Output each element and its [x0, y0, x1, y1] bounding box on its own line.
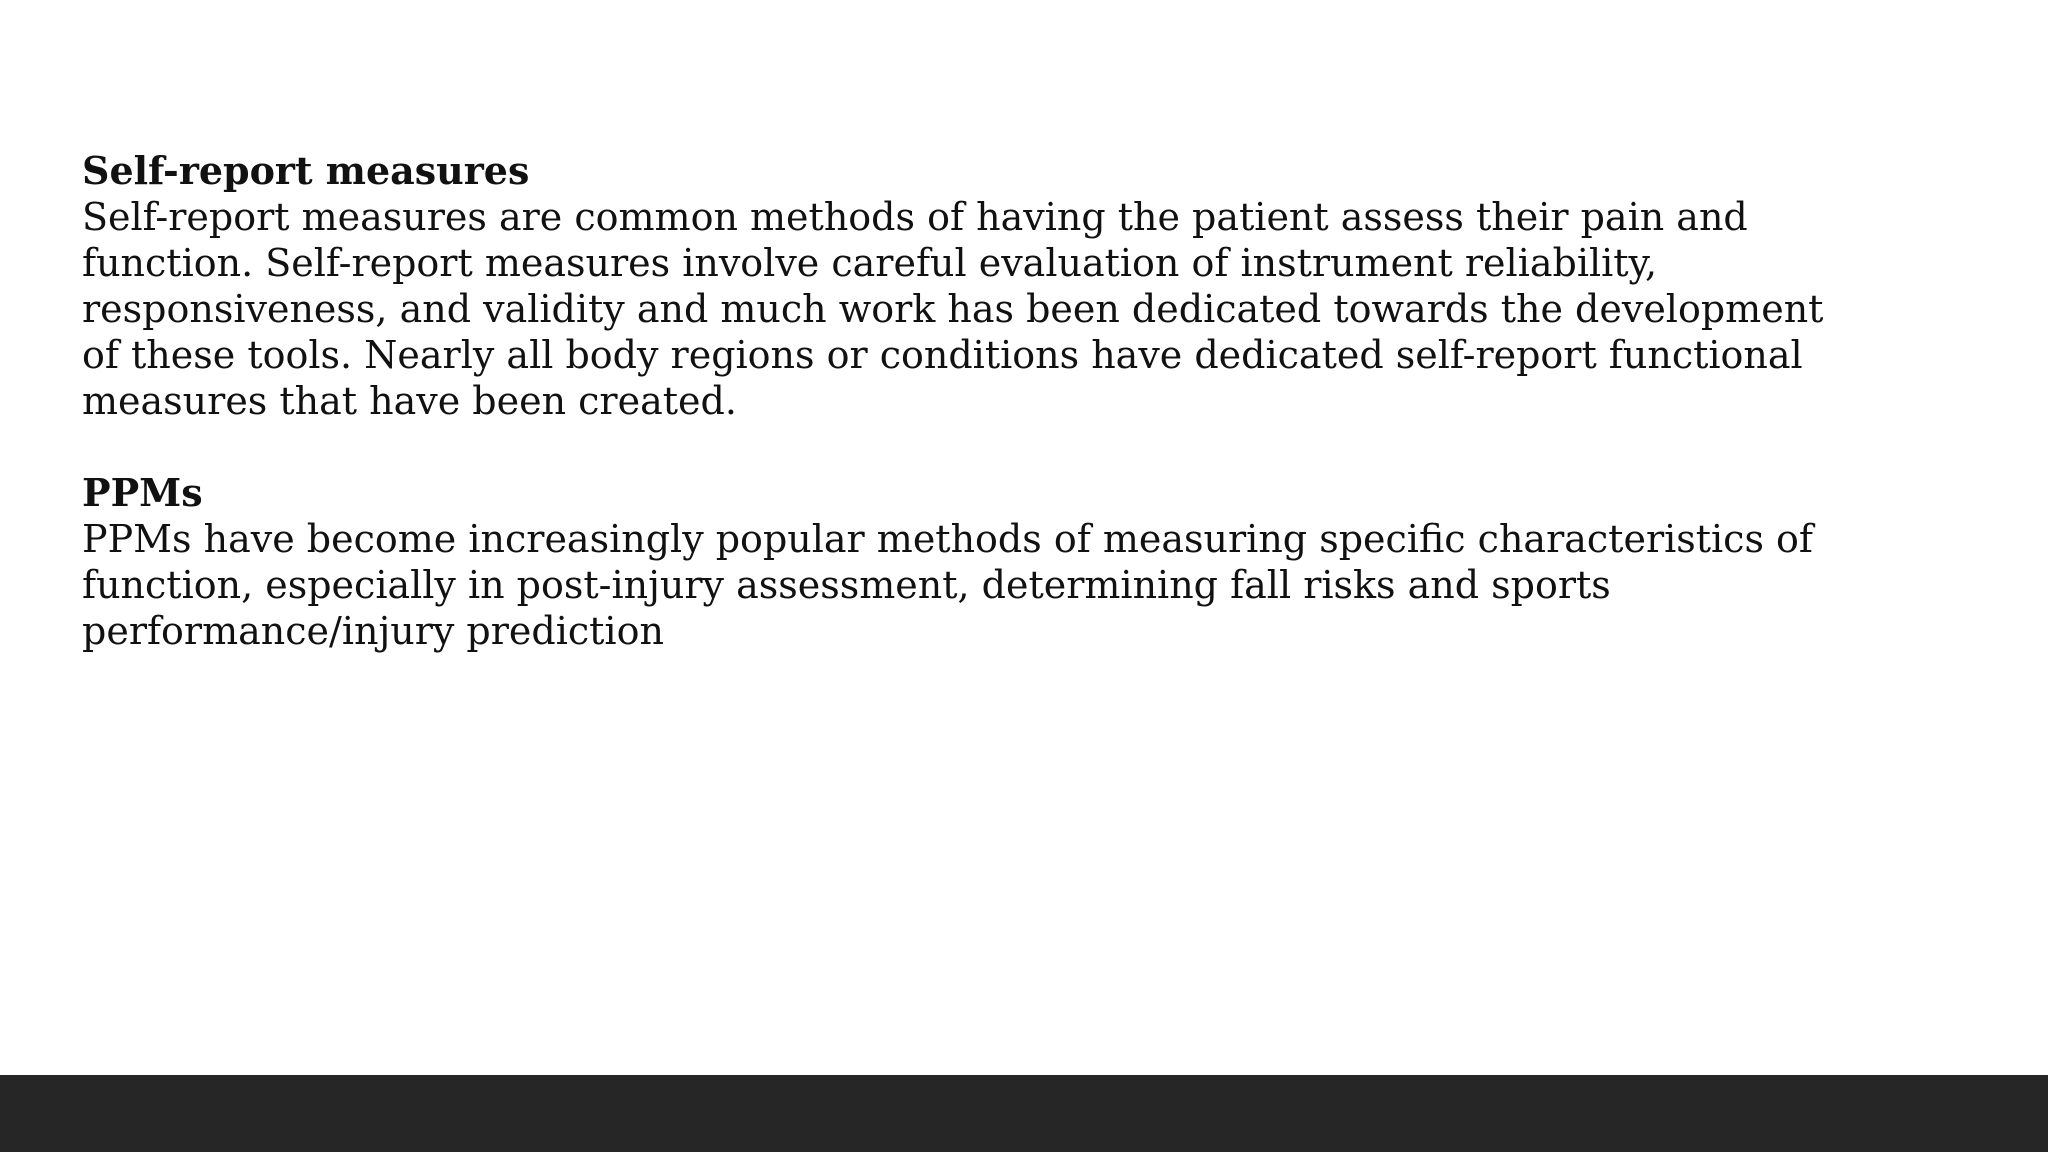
body-line: function. Self-report measures involve careful evaluation of instrument reliability, [82, 241, 1658, 285]
body-line: performance/injury prediction [82, 609, 664, 653]
body-line: PPMs have become increasingly popular methods of measuring specific characteristics of [82, 517, 1813, 561]
section-heading: Self-report measures [82, 148, 530, 193]
section-ppms [82, 470, 1982, 654]
section-body [82, 194, 1982, 424]
body-line: function, especially in post-injury assessment, determining fall risks and sports [82, 563, 1611, 607]
section-heading: PPMs [82, 470, 203, 515]
section-self-report [82, 148, 1982, 424]
body-line: of these tools. Nearly all body regions or conditions have dedicated self-report functional [82, 333, 1803, 377]
slide-content [82, 148, 1982, 654]
body-line: Self-report measures are common methods of having the patient assess their pain and [82, 195, 1748, 239]
section-body [82, 516, 1982, 654]
body-line: measures that have been created. [82, 379, 737, 423]
section-spacer [82, 424, 1982, 470]
footer-bar [0, 1075, 2048, 1152]
body-line: responsiveness, and validity and much work has been dedicated towards the development [82, 287, 1824, 331]
